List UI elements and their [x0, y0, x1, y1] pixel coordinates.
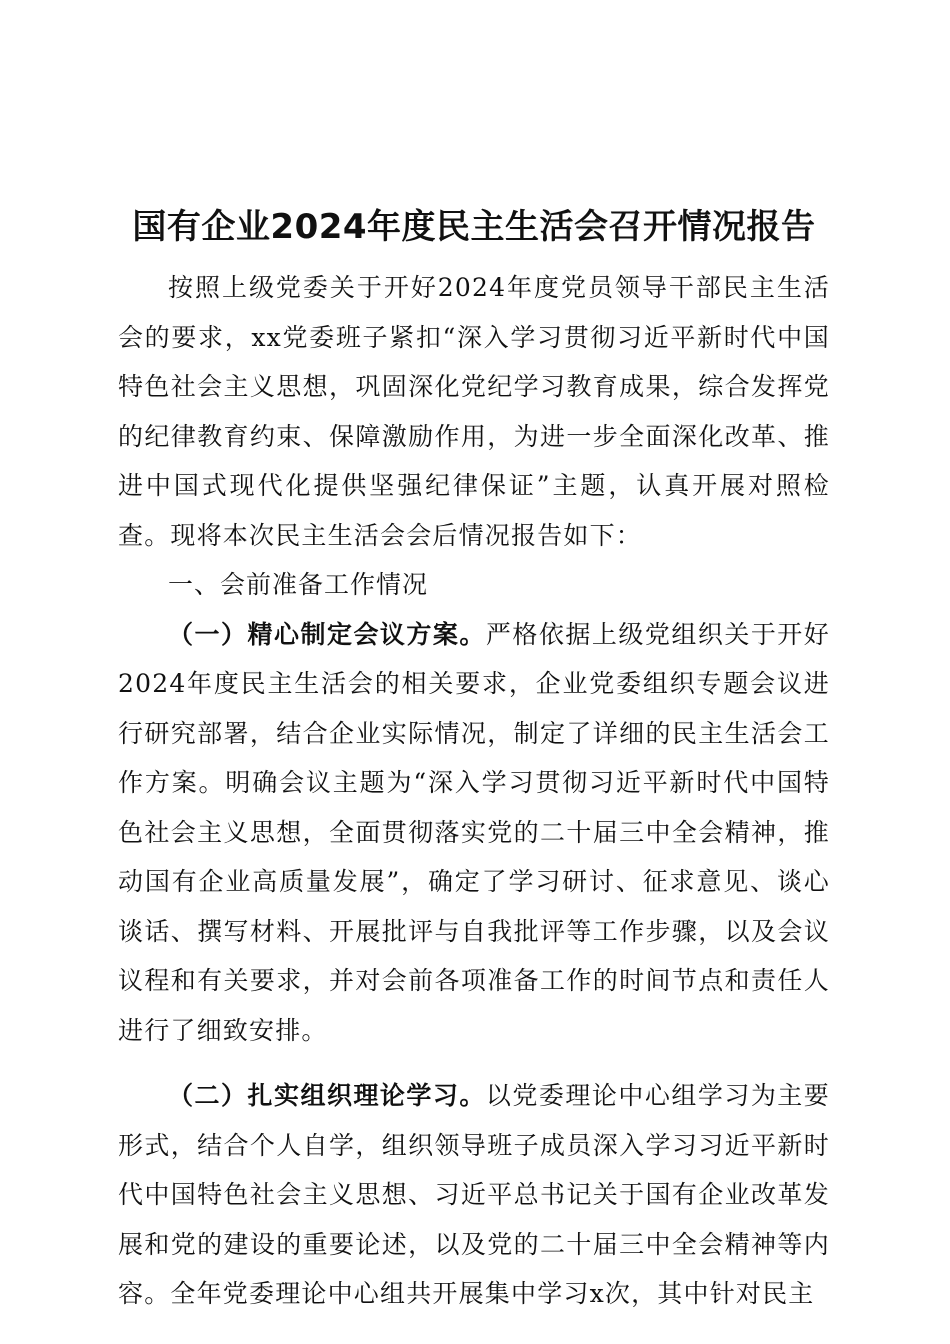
document-title: 国有企业2024年度民主生活会召开情况报告	[132, 207, 816, 247]
item-lead-1: （一）精心制定会议方案。	[168, 619, 486, 649]
item-body-1: 严格依据上级党组织关于开好2024年度民主生活会的相关要求，企业党委组织专题会议进行研究部署，结合企业实际情况，制定了详细的民主生活会工作方案。明确会议主题为“深入学习贯彻习近平新时代中国特色社会主义思想，全面贯彻落实党的二十届三中全会精神，推动国有企业高质量发展”，确定了学习研讨、征求意见、谈心谈话、撰写材料、开展批评与自我批评等工作步骤，以及会议议程和有关要求，并对会前各项准备工作的时间节点和责任人进行了细致安排。	[118, 619, 830, 1045]
item-lead-2: （二）扎实组织理论学习。	[168, 1081, 486, 1110]
item-paragraph-2	[118, 1071, 830, 1319]
document-page	[118, 205, 830, 1319]
intro-paragraph: 按照上级党委关于开好2024年度党员领导干部民主生活会的要求，xx党委班子紧扣“深入学习贯彻习近平新时代中国特色社会主义思想，巩固深化党纪学习教育成果，综合发挥党的纪律教育约束、保障激励作用，为进一步全面深化改革、推进中国式现代化提供坚强纪律保证”主题，认真开展对照检查。现将本次民主生活会会后情况报告如下：	[118, 273, 830, 550]
item-paragraph-1	[118, 610, 830, 1056]
item-body-2: 以党委理论中心组学习为主要形式，结合个人自学，组织领导班子成员深入学习习近平新时代中国特色社会主义思想、习近平总书记关于国有企业改革发展和党的建设的重要论述，以及党的二十届三中全会精神等内容。全年党委理论中心组共开展集中学习x次，其中针对民主	[118, 1081, 830, 1308]
section-heading: 一、会前准备工作情况	[168, 570, 429, 599]
